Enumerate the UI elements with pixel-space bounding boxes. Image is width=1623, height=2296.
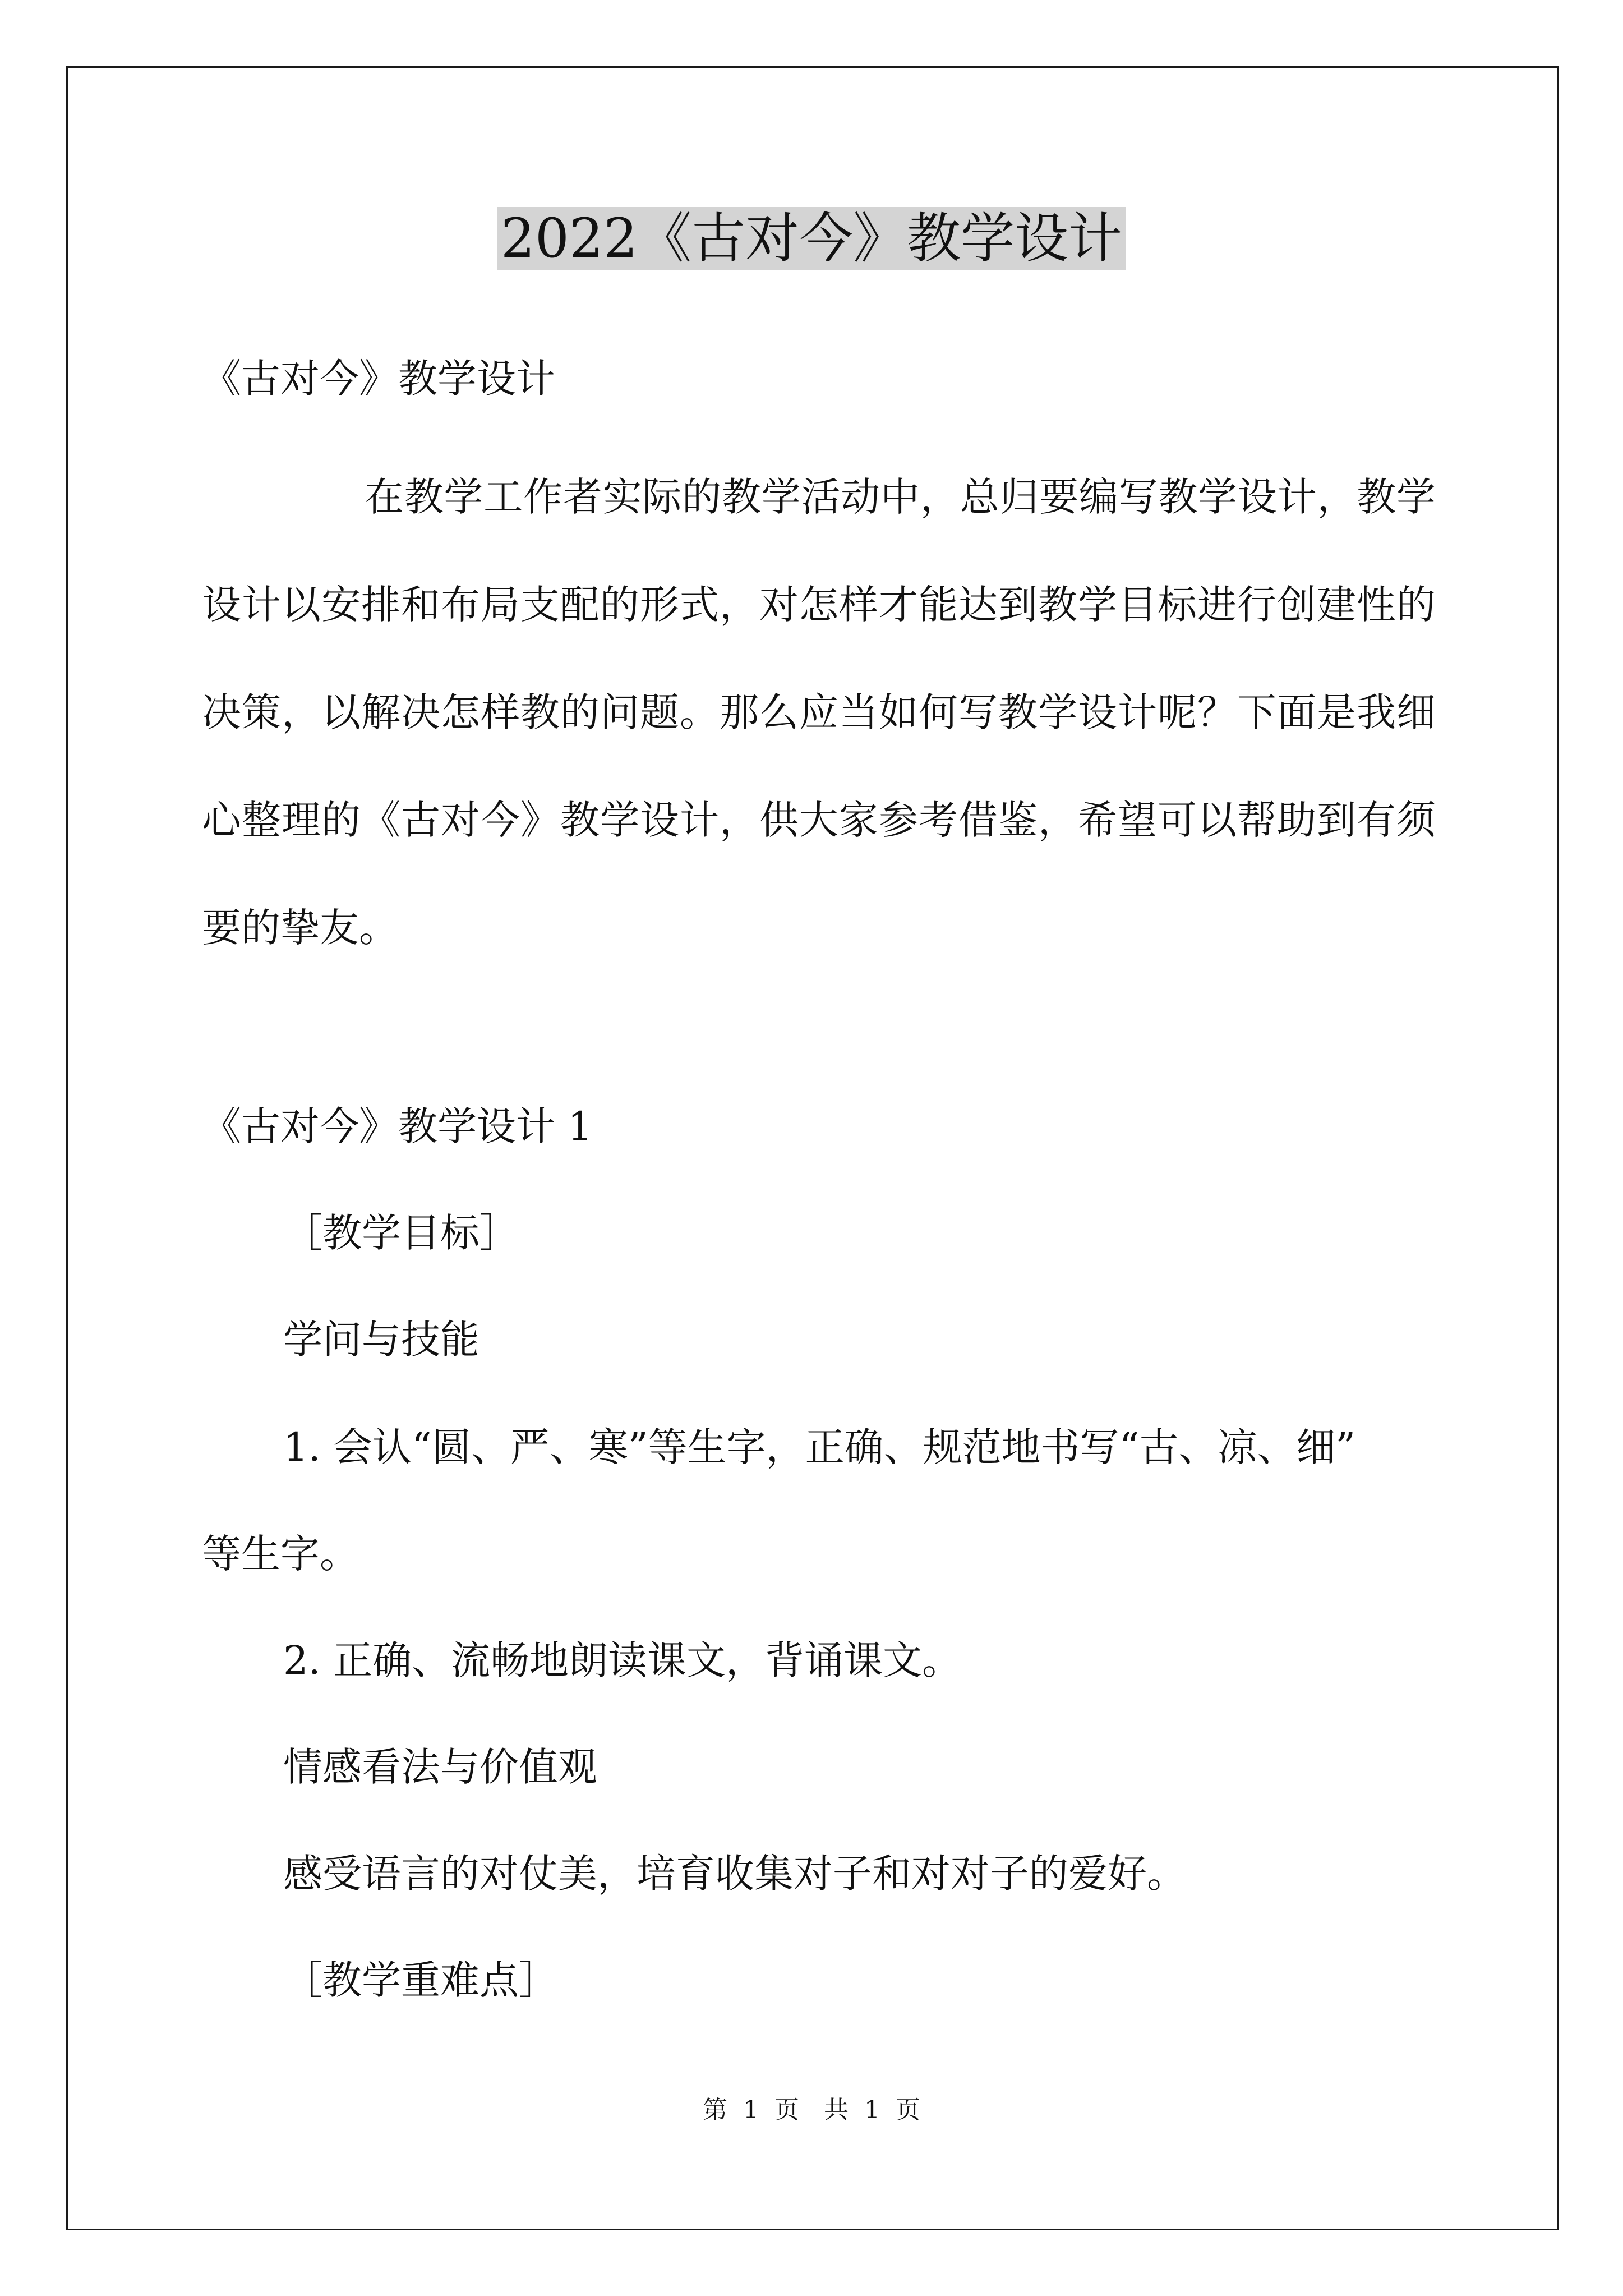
- objective-item-1-continuation: 等生字。: [202, 1531, 359, 1577]
- emotion-heading: 情感看法与价值观: [283, 1744, 597, 1790]
- key-points-heading: ［教学重难点］: [283, 1957, 558, 2003]
- intro-paragraph: 在教学工作者实际的教学活动中，总归要编写教学设计，教学设计以安排和布局支配的形式，对怎样才能达到教学目标进行创建性的决策，以解决怎样教的问题。那么应当如何写教学设计呢？下面是我细心整理的《古对今》教学设计，供大家参考借鉴，希望可以帮助到有须要的挚友。: [202, 474, 1436, 951]
- section-heading: 《古对今》教学设计 1: [202, 1103, 593, 1149]
- document-title-text: 2022《古对今》教学设计: [497, 207, 1126, 270]
- knowledge-heading: 学问与技能: [283, 1317, 479, 1363]
- page-footer: 第 1 页 共 1 页: [703, 2096, 920, 2124]
- objective-item-1: 1. 会认“圆、严、寒”等生字，正确、规范地书写“古、凉、细”: [283, 1424, 1356, 1470]
- objective-item-2: 2. 正确、流畅地朗读课文，背诵课文。: [283, 1637, 962, 1683]
- document-subtitle: 《古对今》教学设计: [202, 356, 555, 402]
- objectives-heading: ［教学目标］: [283, 1210, 519, 1256]
- emotion-text: 感受语言的对仗美，培育收集对子和对对子的爱好。: [283, 1851, 1186, 1897]
- document-title: [0, 199, 1623, 278]
